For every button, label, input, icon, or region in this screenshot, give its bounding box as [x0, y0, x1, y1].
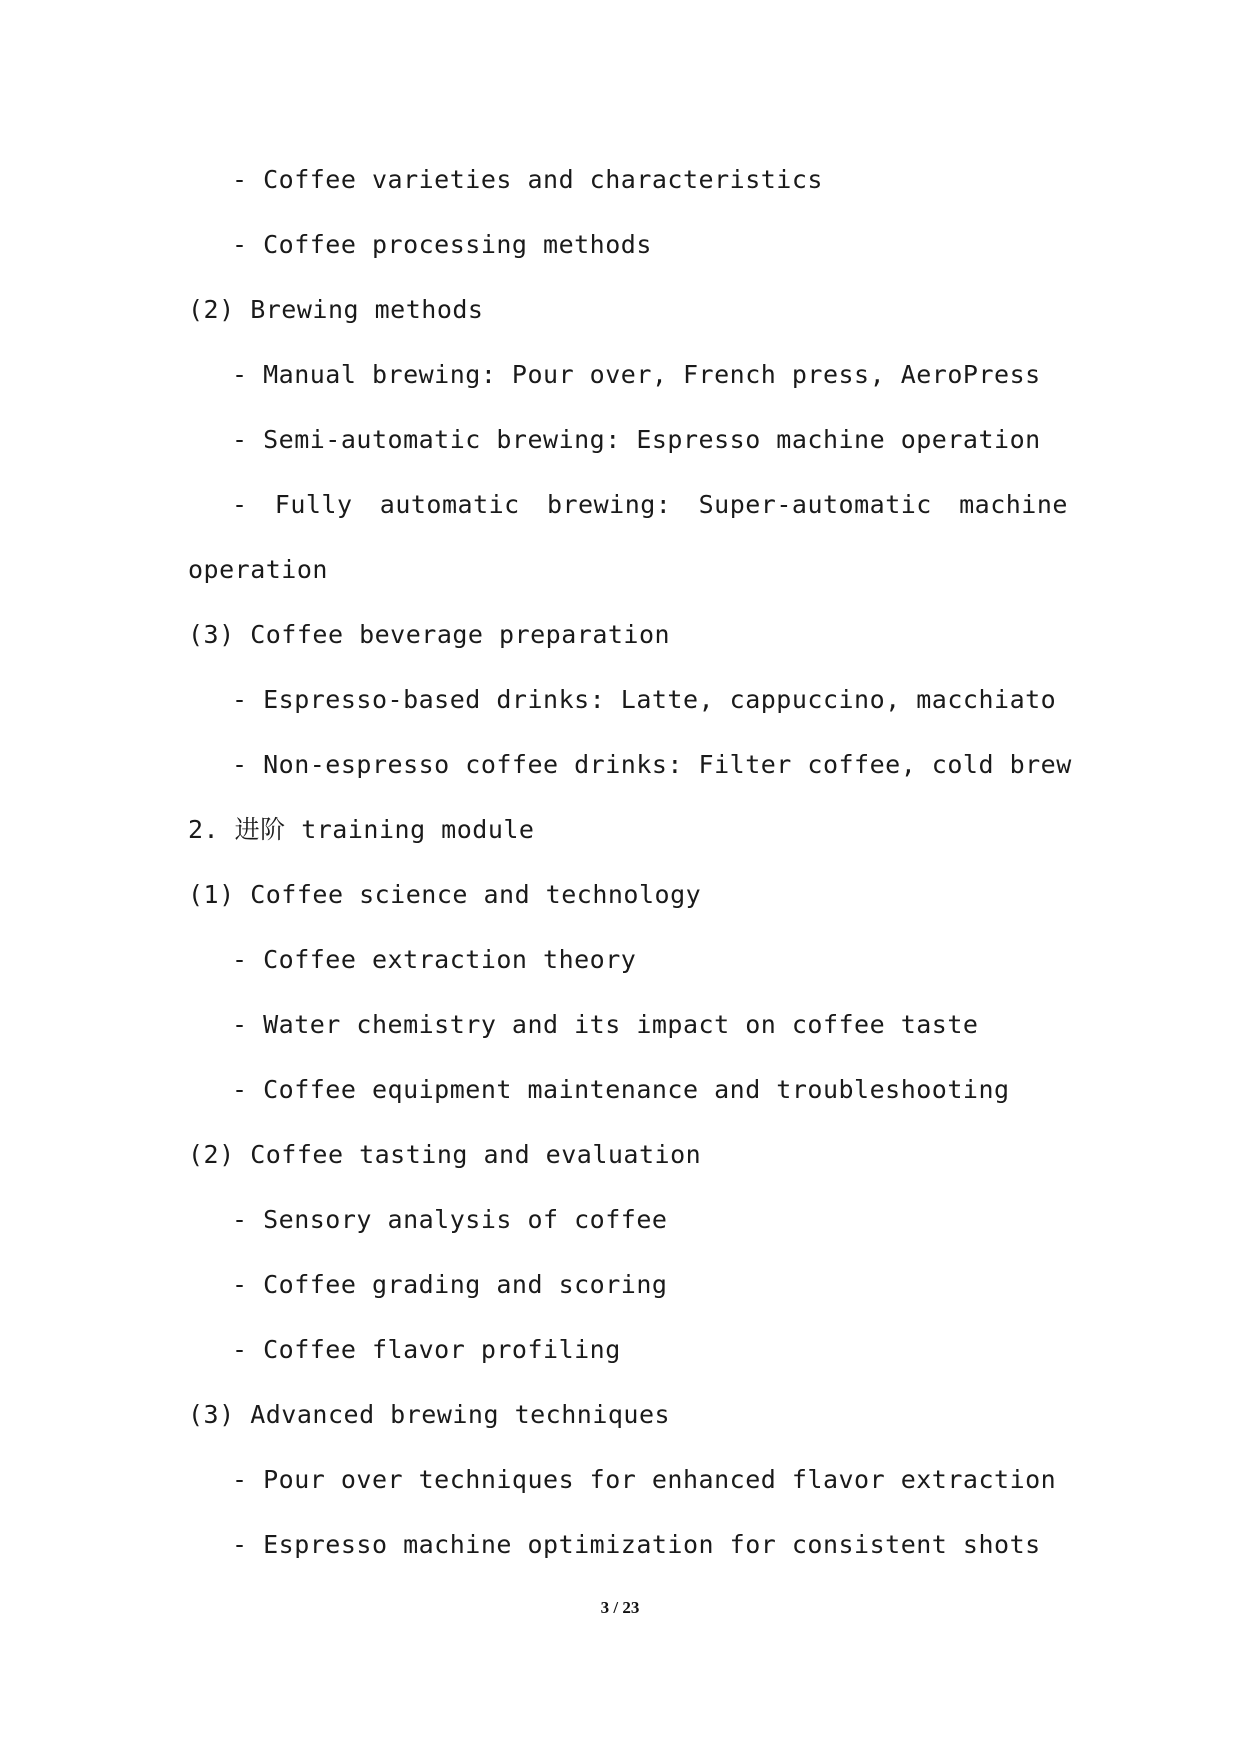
bullet-item: - Sensory analysis of coffee	[232, 1205, 668, 1234]
bullet-item: - Non-espresso coffee drinks: Filter coffee, cold brew	[232, 750, 1072, 779]
bullet-item: - Water chemistry and its impact on coffee taste	[232, 1010, 979, 1039]
subsection-heading: (2) Coffee tasting and evaluation	[188, 1140, 702, 1169]
bullet-item: - Manual brewing: Pour over, French press, AeroPress	[232, 360, 1041, 389]
bullet-item: - Semi-automatic brewing: Espresso machine operation	[232, 425, 1041, 454]
bullet-item: - Espresso-based drinks: Latte, cappuccino, macchiato	[232, 685, 1057, 714]
justified-word: brewing:	[546, 490, 672, 519]
document-body	[188, 160, 1072, 1590]
subsection-heading: (2) Brewing methods	[188, 295, 484, 324]
justified-word: Fully	[274, 490, 353, 519]
bullet-item: - Coffee varieties and characteristics	[232, 165, 823, 194]
justified-word: automatic	[379, 490, 520, 519]
bullet-item: - Pour over techniques for enhanced flavor extraction	[232, 1465, 1057, 1494]
bullet-item: - Coffee flavor profiling	[232, 1335, 621, 1364]
section-heading: 2. 进阶 training module	[188, 815, 535, 844]
subsection-heading: (3) Coffee beverage preparation	[188, 620, 671, 649]
bullet-item-justified	[188, 485, 1068, 550]
justified-word: -	[232, 490, 248, 519]
bullet-item: - Coffee processing methods	[232, 230, 652, 259]
bullet-item: - Coffee extraction theory	[232, 945, 637, 974]
justified-word: machine	[959, 490, 1068, 519]
justified-word: Super-automatic	[698, 490, 932, 519]
bullet-item: - Coffee grading and scoring	[232, 1270, 668, 1299]
bullet-continuation: operation	[188, 555, 328, 584]
subsection-heading: (3) Advanced brewing techniques	[188, 1400, 671, 1429]
page-number: 3 / 23	[600, 1598, 640, 1617]
bullet-item: - Espresso machine optimization for consistent shots	[232, 1530, 1041, 1559]
bullet-item: - Coffee equipment maintenance and troubleshooting	[232, 1075, 1010, 1104]
subsection-heading: (1) Coffee science and technology	[188, 880, 702, 909]
